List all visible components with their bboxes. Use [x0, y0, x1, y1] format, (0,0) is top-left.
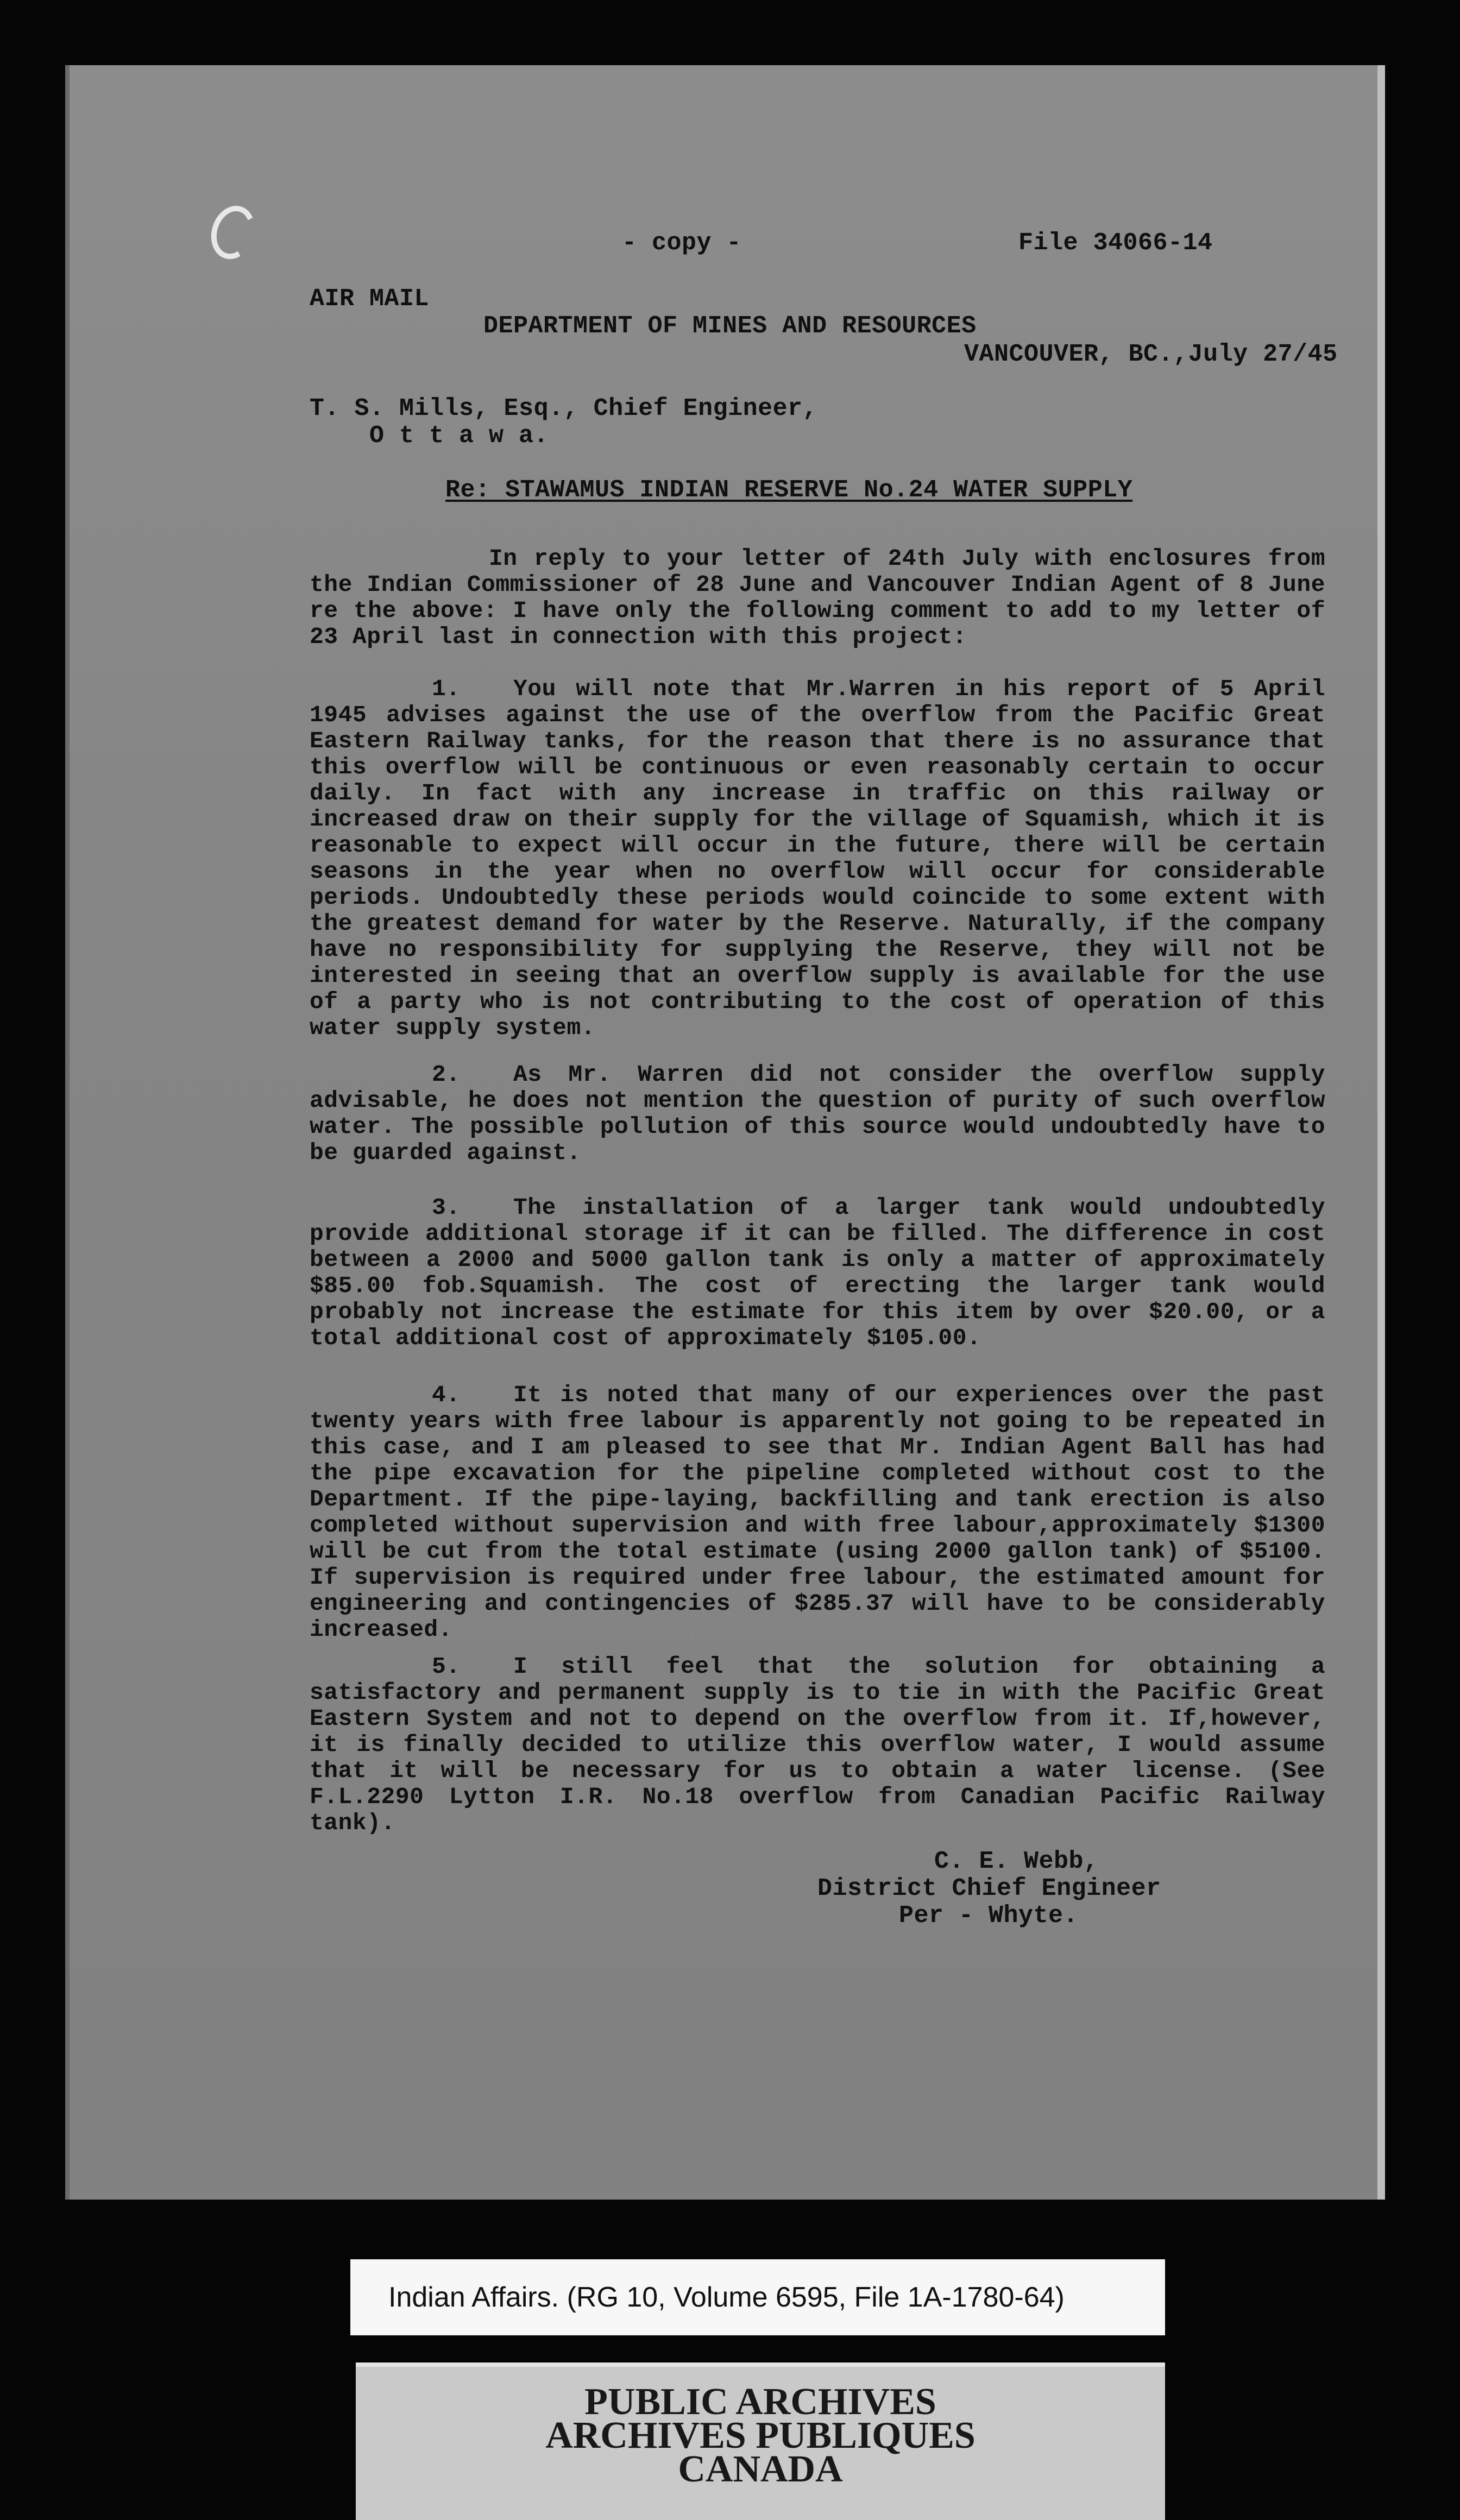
archive-stamp-line-3: CANADA	[678, 2448, 843, 2490]
paragraph-2	[310, 1062, 1325, 1166]
addressee-line-2: O t t a w a.	[369, 422, 549, 450]
signature-per: Per - Whyte.	[899, 1902, 1079, 1930]
signature-name: C. E. Webb,	[934, 1848, 1099, 1875]
air-mail-label: AIR MAIL	[310, 285, 430, 313]
intro-paragraph: In reply to your letter of 24th July with enclosures from the Indian Commissioner of 28 June and Vancouver Indian Agent of 8 June re the above: I have only the following comment to add to my letter of 23 April last in connection with this project:	[310, 545, 1325, 650]
paragraph-5	[310, 1654, 1325, 1836]
paragraph-number: 4.	[432, 1382, 461, 1408]
archive-reference-text: Indian Affairs. (RG 10, Volume 6595, File 1A-1780-64)	[388, 2282, 1065, 2313]
place-date: VANCOUVER, BC.,July 27/45	[964, 341, 1338, 368]
addressee-line-1: T. S. Mills, Esq., Chief Engineer,	[310, 395, 818, 423]
punch-hole-mark	[204, 200, 261, 264]
paragraph-number: 3.	[432, 1194, 461, 1221]
archive-stamp-line-1: PUBLIC ARCHIVES	[584, 2381, 936, 2423]
paragraph-text: I still feel that the solution for obtaining a satisfactory and permanent supply is to tie in with the Pacific Great Eastern System and not to depend on the overflow from it. If,however, it is finally decided to utilize this overflow water, I would assume that it will be necessary for us to obtain a water license. (See F.L.2290 Lytton I.R. No.18 overflow from Canadian Pacific Railway tank).	[310, 1653, 1325, 1836]
file-number: File 34066-14	[1018, 229, 1213, 257]
signature-title: District Chief Engineer	[817, 1875, 1161, 1902]
subject-line: Re: STAWAMUS INDIAN RESERVE No.24 WATER SUPPLY	[445, 476, 1133, 504]
paragraph-number: 1.	[432, 676, 461, 702]
paragraph-text: It is noted that many of our experiences over the past twenty years with free labour is apparently not going to be repeated in this case, and I am pleased to see that Mr. Indian Agent Ball has had the pipe excavation for the pipeline completed without cost to the Department. If the pipe-laying, backfilling and tank erection is also completed without supervision and with free labour,approximately $1300 will be cut from the total estimate (using 2000 gallon tank) of $5100. If supervision is required under free labour, the estimated amount for engineering and contingencies of $285.37 will have to be considerably increased.	[310, 1382, 1325, 1643]
paragraph-text: The installation of a larger tank would undoubtedly provide additional storage if it can be filled. The difference in cost between a 2000 and 5000 gallon tank is only a matter of approximately $85.00 fob.Squamish. The cost of erecting the larger tank would probably not increase the estimate for this item by over $20.00, or a total additional cost of approximately $105.00.	[310, 1194, 1325, 1351]
department-name: DEPARTMENT OF MINES AND RESOURCES	[483, 312, 977, 340]
copy-mark: - copy -	[622, 229, 742, 257]
paragraph-3	[310, 1195, 1325, 1351]
archive-reference-label	[350, 2259, 1165, 2335]
paragraph-number: 5.	[432, 1653, 461, 1680]
archive-stamp-line-2: ARCHIVES PUBLIQUES	[545, 2415, 976, 2456]
archive-stamp	[356, 2362, 1165, 2520]
paragraph-text: You will note that Mr.Warren in his report of 5 April 1945 advises against the use of the overflow from the Pacific Great Eastern Railway tanks, for the reason that there is no assurance that this overflow will be continuous or even reasonably certain to occur daily. In fact with any increase in traffic on this railway or increased draw on their supply for the village of Squamish, which it is reasonable to expect will occur in the future, there will be certain seasons in the year when no overflow will occur for considerable periods. Undoubtedly these periods would coincide to some extent with the greatest demand for water by the Reserve. Naturally, if the company have no responsibility for supplying the Reserve, they will not be interested in seeing that an overflow supply is available for the use of a party who is not contributing to the cost of operation of this water supply system.	[310, 676, 1325, 1041]
paragraph-text: As Mr. Warren did not consider the overflow supply advisable, he does not mention the question of purity of such overflow water. The possible pollution of this source would undoubtedly have to be guarded against.	[310, 1061, 1325, 1166]
paragraph-4	[310, 1382, 1325, 1643]
paragraph-1	[310, 676, 1325, 1041]
paragraph-number: 2.	[432, 1061, 461, 1088]
